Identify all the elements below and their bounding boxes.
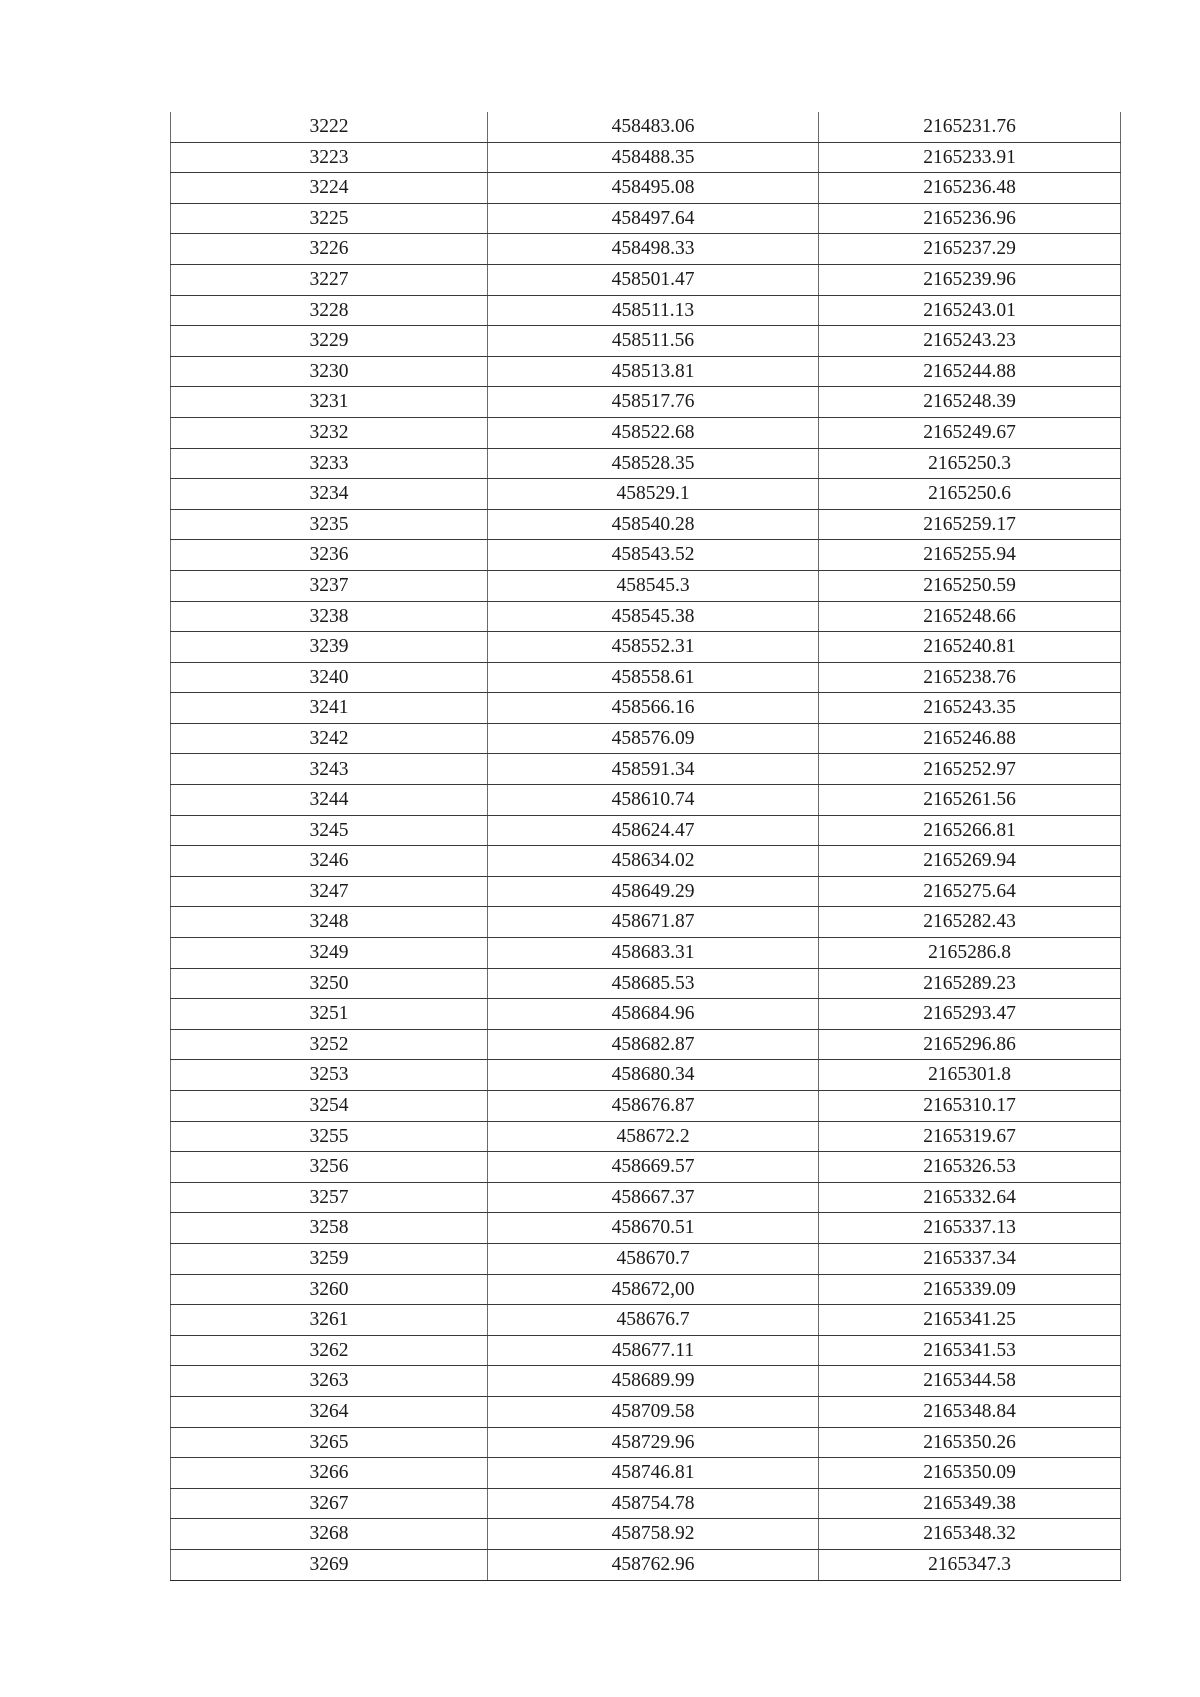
x-coordinate-cell: 458576.09 [488,723,819,754]
y-coordinate-cell: 2165337.13 [819,1213,1121,1244]
y-coordinate-cell: 2165339.09 [819,1274,1121,1305]
x-coordinate-cell: 458667.37 [488,1182,819,1213]
table-row [171,1274,1121,1305]
table-row [171,1427,1121,1458]
table-row [171,203,1121,234]
x-coordinate-cell: 458676.87 [488,1091,819,1122]
point-number-cell: 3227 [171,264,488,295]
y-coordinate-cell: 2165239.96 [819,264,1121,295]
point-number-cell: 3238 [171,601,488,632]
point-number-cell: 3224 [171,173,488,204]
point-number-cell: 3251 [171,999,488,1030]
y-coordinate-cell: 2165282.43 [819,907,1121,938]
y-coordinate-cell: 2165250.6 [819,479,1121,510]
y-coordinate-cell: 2165238.76 [819,662,1121,693]
table-row [171,112,1121,142]
table-row [171,540,1121,571]
x-coordinate-cell: 458540.28 [488,509,819,540]
x-coordinate-cell: 458552.31 [488,632,819,663]
y-coordinate-cell: 2165246.88 [819,723,1121,754]
y-coordinate-cell: 2165243.23 [819,326,1121,357]
point-number-cell: 3248 [171,907,488,938]
point-number-cell: 3241 [171,693,488,724]
point-number-cell: 3245 [171,815,488,846]
table-row [171,1305,1121,1336]
x-coordinate-cell: 458671.87 [488,907,819,938]
x-coordinate-cell: 458729.96 [488,1427,819,1458]
table-row [171,1243,1121,1274]
x-coordinate-cell: 458754.78 [488,1488,819,1519]
point-number-cell: 3263 [171,1366,488,1397]
x-coordinate-cell: 458689.99 [488,1366,819,1397]
point-number-cell: 3222 [171,112,488,142]
table-body [171,112,1121,1580]
point-number-cell: 3261 [171,1305,488,1336]
table-row [171,815,1121,846]
point-number-cell: 3229 [171,326,488,357]
x-coordinate-cell: 458649.29 [488,876,819,907]
point-number-cell: 3268 [171,1519,488,1550]
x-coordinate-cell: 458566.16 [488,693,819,724]
x-coordinate-cell: 458670.7 [488,1243,819,1274]
x-coordinate-cell: 458758.92 [488,1519,819,1550]
table-row [171,1335,1121,1366]
point-number-cell: 3237 [171,570,488,601]
point-number-cell: 3240 [171,662,488,693]
table-row [171,234,1121,265]
point-number-cell: 3249 [171,938,488,969]
y-coordinate-cell: 2165236.48 [819,173,1121,204]
y-coordinate-cell: 2165244.88 [819,356,1121,387]
x-coordinate-cell: 458682.87 [488,1029,819,1060]
x-coordinate-cell: 458685.53 [488,968,819,999]
table-row [171,846,1121,877]
table-row [171,693,1121,724]
x-coordinate-cell: 458746.81 [488,1458,819,1489]
y-coordinate-cell: 2165319.67 [819,1121,1121,1152]
x-coordinate-cell: 458634.02 [488,846,819,877]
x-coordinate-cell: 458669.57 [488,1152,819,1183]
table-row [171,601,1121,632]
y-coordinate-cell: 2165250.3 [819,448,1121,479]
table-row [171,968,1121,999]
point-number-cell: 3265 [171,1427,488,1458]
y-coordinate-cell: 2165286.8 [819,938,1121,969]
table-row [171,448,1121,479]
y-coordinate-cell: 2165341.53 [819,1335,1121,1366]
table-row [171,570,1121,601]
y-coordinate-cell: 2165237.29 [819,234,1121,265]
y-coordinate-cell: 2165240.81 [819,632,1121,663]
y-coordinate-cell: 2165275.64 [819,876,1121,907]
table-row [171,1060,1121,1091]
table-row [171,999,1121,1030]
point-number-cell: 3247 [171,876,488,907]
table-row [171,785,1121,816]
y-coordinate-cell: 2165337.34 [819,1243,1121,1274]
point-number-cell: 3239 [171,632,488,663]
y-coordinate-cell: 2165348.84 [819,1396,1121,1427]
y-coordinate-cell: 2165347.3 [819,1549,1121,1580]
y-coordinate-cell: 2165310.17 [819,1091,1121,1122]
x-coordinate-cell: 458528.35 [488,448,819,479]
point-number-cell: 3264 [171,1396,488,1427]
coordinates-table [170,112,1121,1581]
y-coordinate-cell: 2165341.25 [819,1305,1121,1336]
table-row [171,387,1121,418]
x-coordinate-cell: 458517.76 [488,387,819,418]
x-coordinate-cell: 458483.06 [488,112,819,142]
x-coordinate-cell: 458495.08 [488,173,819,204]
table-row [171,632,1121,663]
y-coordinate-cell: 2165301.8 [819,1060,1121,1091]
table-row [171,1549,1121,1580]
x-coordinate-cell: 458672.2 [488,1121,819,1152]
table-row [171,142,1121,173]
point-number-cell: 3231 [171,387,488,418]
x-coordinate-cell: 458762.96 [488,1549,819,1580]
y-coordinate-cell: 2165344.58 [819,1366,1121,1397]
x-coordinate-cell: 458545.3 [488,570,819,601]
x-coordinate-cell: 458545.38 [488,601,819,632]
y-coordinate-cell: 2165296.86 [819,1029,1121,1060]
x-coordinate-cell: 458511.56 [488,326,819,357]
y-coordinate-cell: 2165326.53 [819,1152,1121,1183]
x-coordinate-cell: 458683.31 [488,938,819,969]
table-row [171,1396,1121,1427]
table-row [171,1488,1121,1519]
table-row [171,326,1121,357]
point-number-cell: 3230 [171,356,488,387]
x-coordinate-cell: 458558.61 [488,662,819,693]
table-row [171,264,1121,295]
point-number-cell: 3257 [171,1182,488,1213]
point-number-cell: 3253 [171,1060,488,1091]
table-row [171,173,1121,204]
y-coordinate-cell: 2165259.17 [819,509,1121,540]
point-number-cell: 3260 [171,1274,488,1305]
table-row [171,662,1121,693]
table-row [171,876,1121,907]
x-coordinate-cell: 458498.33 [488,234,819,265]
y-coordinate-cell: 2165266.81 [819,815,1121,846]
y-coordinate-cell: 2165350.09 [819,1458,1121,1489]
x-coordinate-cell: 458511.13 [488,295,819,326]
table-row [171,907,1121,938]
point-number-cell: 3243 [171,754,488,785]
x-coordinate-cell: 458513.81 [488,356,819,387]
y-coordinate-cell: 2165233.91 [819,142,1121,173]
x-coordinate-cell: 458709.58 [488,1396,819,1427]
point-number-cell: 3269 [171,1549,488,1580]
x-coordinate-cell: 458529.1 [488,479,819,510]
point-number-cell: 3246 [171,846,488,877]
point-number-cell: 3225 [171,203,488,234]
x-coordinate-cell: 458497.64 [488,203,819,234]
point-number-cell: 3228 [171,295,488,326]
point-number-cell: 3226 [171,234,488,265]
table-row [171,479,1121,510]
table-row [171,1121,1121,1152]
table-row [171,1366,1121,1397]
table-row [171,417,1121,448]
table-row [171,1182,1121,1213]
point-number-cell: 3235 [171,509,488,540]
table-row [171,938,1121,969]
y-coordinate-cell: 2165332.64 [819,1182,1121,1213]
y-coordinate-cell: 2165269.94 [819,846,1121,877]
y-coordinate-cell: 2165243.01 [819,295,1121,326]
x-coordinate-cell: 458676.7 [488,1305,819,1336]
table-row [171,754,1121,785]
table-row [171,295,1121,326]
y-coordinate-cell: 2165236.96 [819,203,1121,234]
table-row [171,1091,1121,1122]
y-coordinate-cell: 2165250.59 [819,570,1121,601]
x-coordinate-cell: 458624.47 [488,815,819,846]
x-coordinate-cell: 458610.74 [488,785,819,816]
point-number-cell: 3234 [171,479,488,510]
x-coordinate-cell: 458591.34 [488,754,819,785]
point-number-cell: 3258 [171,1213,488,1244]
x-coordinate-cell: 458677.11 [488,1335,819,1366]
point-number-cell: 3244 [171,785,488,816]
point-number-cell: 3266 [171,1458,488,1489]
point-number-cell: 3259 [171,1243,488,1274]
point-number-cell: 3252 [171,1029,488,1060]
table-row [171,1519,1121,1550]
y-coordinate-cell: 2165243.35 [819,693,1121,724]
y-coordinate-cell: 2165293.47 [819,999,1121,1030]
y-coordinate-cell: 2165349.38 [819,1488,1121,1519]
y-coordinate-cell: 2165255.94 [819,540,1121,571]
point-number-cell: 3232 [171,417,488,448]
table-row [171,1213,1121,1244]
y-coordinate-cell: 2165249.67 [819,417,1121,448]
table-row [171,1152,1121,1183]
y-coordinate-cell: 2165289.23 [819,968,1121,999]
x-coordinate-cell: 458670.51 [488,1213,819,1244]
x-coordinate-cell: 458684.96 [488,999,819,1030]
point-number-cell: 3256 [171,1152,488,1183]
point-number-cell: 3254 [171,1091,488,1122]
y-coordinate-cell: 2165231.76 [819,112,1121,142]
x-coordinate-cell: 458680.34 [488,1060,819,1091]
point-number-cell: 3223 [171,142,488,173]
x-coordinate-cell: 458488.35 [488,142,819,173]
table-row [171,509,1121,540]
y-coordinate-cell: 2165261.56 [819,785,1121,816]
point-number-cell: 3242 [171,723,488,754]
y-coordinate-cell: 2165350.26 [819,1427,1121,1458]
table-row [171,356,1121,387]
y-coordinate-cell: 2165248.66 [819,601,1121,632]
table-row [171,1029,1121,1060]
point-number-cell: 3236 [171,540,488,571]
table-row [171,723,1121,754]
point-number-cell: 3233 [171,448,488,479]
x-coordinate-cell: 458672,00 [488,1274,819,1305]
point-number-cell: 3267 [171,1488,488,1519]
x-coordinate-cell: 458543.52 [488,540,819,571]
point-number-cell: 3255 [171,1121,488,1152]
x-coordinate-cell: 458501.47 [488,264,819,295]
y-coordinate-cell: 2165348.32 [819,1519,1121,1550]
x-coordinate-cell: 458522.68 [488,417,819,448]
y-coordinate-cell: 2165252.97 [819,754,1121,785]
point-number-cell: 3250 [171,968,488,999]
point-number-cell: 3262 [171,1335,488,1366]
table-row [171,1458,1121,1489]
y-coordinate-cell: 2165248.39 [819,387,1121,418]
